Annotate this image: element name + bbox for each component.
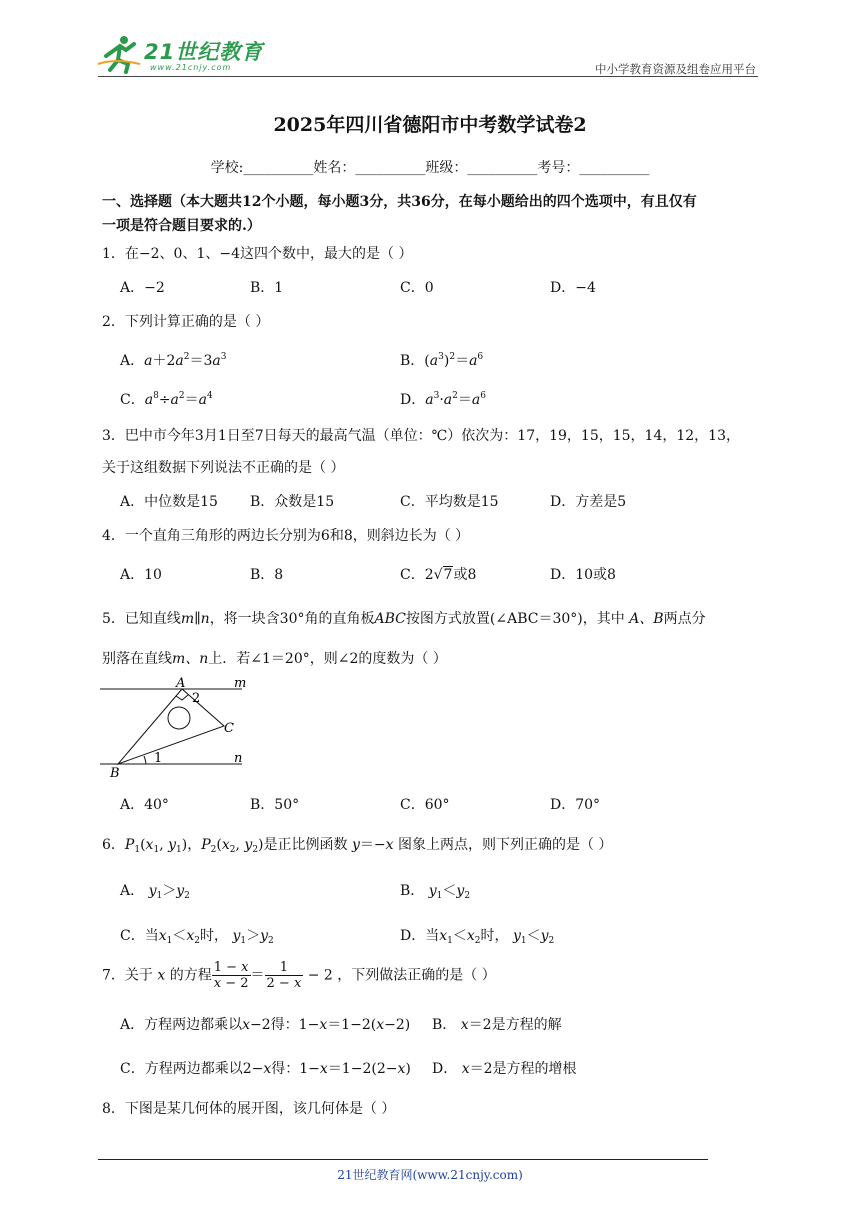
q5-option-b: B．50° <box>250 797 300 813</box>
q1-option-b: B．1 <box>250 280 284 296</box>
header-divider <box>98 76 758 77</box>
student-info-line: 学校:__________姓名：__________班级：__________考号：__________ <box>210 160 650 176</box>
q1-option-a: A．−2 <box>120 280 165 296</box>
right-angle-mark <box>176 695 188 700</box>
q3-option-a: A．中位数是15 <box>120 494 218 510</box>
footer-link[interactable]: 21世纪教育网(www.21cnjy.com) <box>337 1168 523 1182</box>
platform-name: 中小学教育资源及组卷应用平台 <box>595 62 756 76</box>
q3-option-b: B．众数是15 <box>250 494 335 510</box>
q5-stem-line1: 5．已知直线m∥n，将一块含30°角的直角板ABC按图方式放置(∠ABC＝30°)，其中 A、B两点分 <box>102 611 706 627</box>
q2-option-d: D．$a^3\cdot a^2=a^6$ <box>400 391 486 408</box>
q6-option-a: A． $y_1>y_2$ <box>120 883 190 901</box>
label-A: A <box>176 676 186 691</box>
label-2: 2 <box>192 691 201 706</box>
q5-option-c: C．60° <box>400 797 450 813</box>
q7-option-d: D． x＝2是方程的增根 <box>432 1061 577 1077</box>
q3-stem-line1: 3．巴中市今年3月1日至7日每天的最高气温（单位：℃）依次为：17，19，15，15，14，12，13， <box>102 428 740 444</box>
q7-stem: 7．关于 x 的方程 $\frac{1 - x}{x - 2}$ ＝ $\frac{1}{2 - x}$ − 2 ，下列做法正确的是（ ） <box>102 960 496 991</box>
q3-stem-line2: 关于这组数据下列说法不正确的是（ ） <box>102 460 345 476</box>
q6-stem: 6．$P_1(x_1$, $y_1$)，$P_2(x_2$, $y_2$)是正比例函数 y＝−x 图象上两点，则下列正确的是（ ） <box>102 837 613 855</box>
q4-option-d: D．10或8 <box>550 567 616 583</box>
q6-option-d: D．当$x_1<x_2$时， $y_1<y_2$ <box>400 928 555 946</box>
q6-option-c: C．当$x_1<x_2$时， $y_1>y_2$ <box>120 928 274 946</box>
triangle-abc <box>118 689 224 764</box>
q7-option-c: C．方程两边都乘以2−x得：1−x＝1−2(2−x) <box>120 1061 411 1077</box>
section-heading-line2: 一项是符合题目要求的.） <box>102 218 261 234</box>
label-1: 1 <box>154 751 163 766</box>
label-m: m <box>234 676 247 691</box>
q4-option-b: B．8 <box>250 567 284 583</box>
page-title: 2025年四川省德阳市中考数学试卷2 <box>273 114 587 136</box>
q5-option-d: D．70° <box>550 797 601 813</box>
q2-option-b: B．$(a^3)^2=a^6$ <box>400 352 484 369</box>
q3-option-d: D．方差是5 <box>550 494 627 510</box>
logo-url: www.21cnjy.com <box>150 63 232 72</box>
triangle-hole <box>168 707 190 729</box>
q7-option-a: A．方程两边都乘以x−2得：1−x＝1−2(x−2) <box>120 1017 411 1033</box>
q5-triangle-figure <box>96 676 256 781</box>
q4-option-a: A．10 <box>120 567 162 583</box>
section-heading-line1: 一、选择题（本大题共12个小题，每小题3分，共36分，在每小题给出的四个选项中，有且仅有 <box>102 194 697 210</box>
label-n: n <box>234 751 243 766</box>
footer-divider <box>98 1159 708 1160</box>
q5-stem-line2: 别落在直线m、n上．若∠1＝20°，则∠2的度数为（ ） <box>102 651 447 667</box>
q7-option-b: B． x＝2是方程的解 <box>432 1017 562 1033</box>
q2-option-c: C．$a^8\div a^2=a^4$ <box>120 391 213 408</box>
q3-option-c: C．平均数是15 <box>400 494 499 510</box>
label-C: C <box>224 721 234 736</box>
q4-option-c: C．2√7或8 <box>400 567 477 583</box>
q1-stem: 1．在−2、0、1、−4这四个数中，最大的是（ ） <box>102 246 413 262</box>
q2-stem: 2．下列计算正确的是（ ） <box>102 314 270 330</box>
angle-1-arc <box>144 756 146 764</box>
q1-option-c: C．0 <box>400 280 434 296</box>
q2-option-a: A．$a+2a^2=3a^3$ <box>120 352 227 369</box>
logo-name: 21世纪教育 <box>144 40 264 64</box>
q5-option-a: A．40° <box>120 797 169 813</box>
q1-option-d: D．−4 <box>550 280 596 296</box>
q6-option-b: B． $y_1<y_2$ <box>400 883 471 901</box>
label-B: B <box>110 766 120 781</box>
q4-stem: 4．一个直角三角形的两边长分别为6和8，则斜边长为（ ） <box>102 528 470 544</box>
q8-stem: 8．下图是某几何体的展开图，该几何体是（ ） <box>102 1101 396 1117</box>
